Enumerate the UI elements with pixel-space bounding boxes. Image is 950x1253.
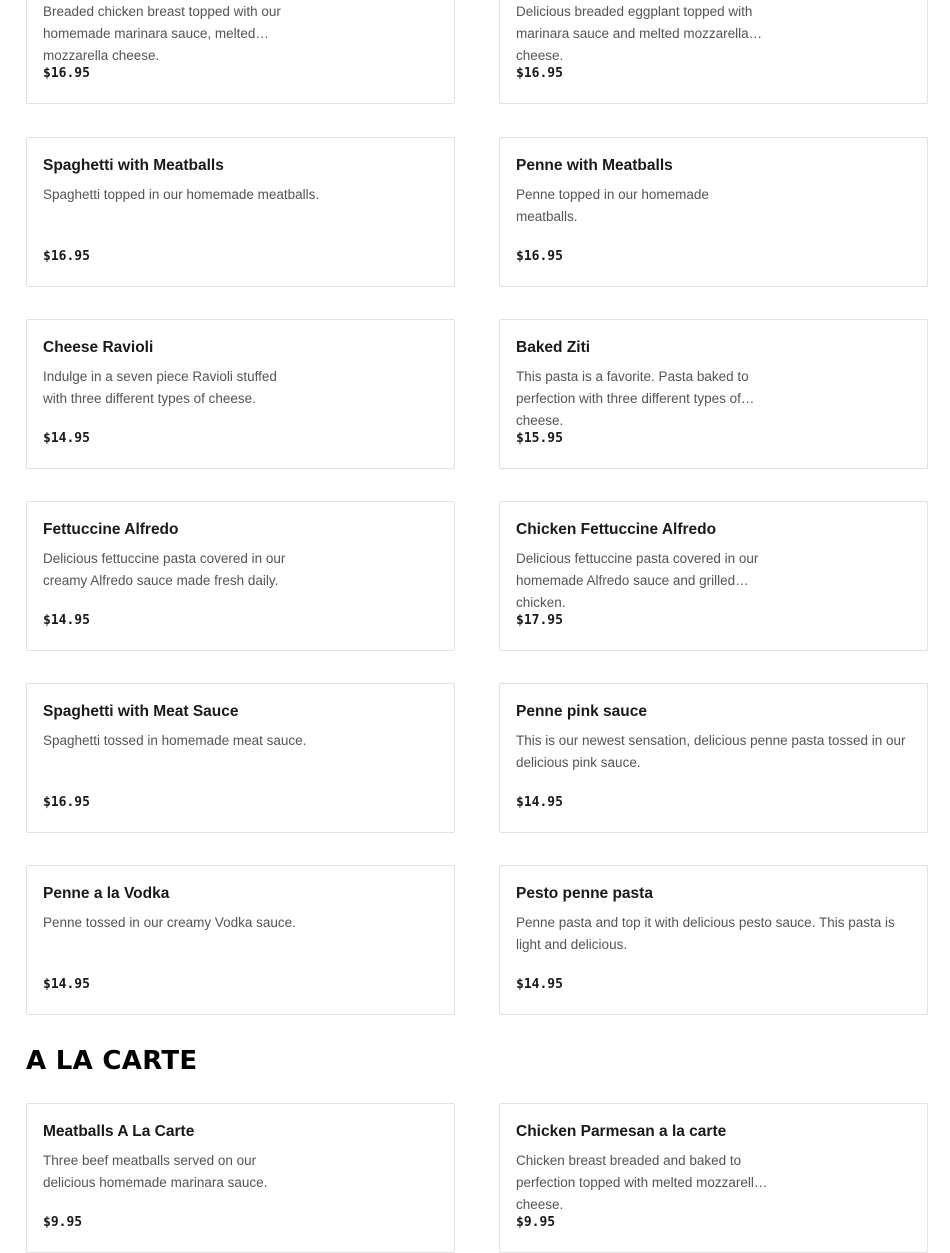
- item-description: Spaghetti topped in our homemade meatballs.: [43, 187, 320, 202]
- item-description: Three beef meatballs served on our delicious homemade marinara sauce.: [43, 1153, 268, 1190]
- menu-item-card[interactable]: [26, 137, 455, 287]
- menu-item-card[interactable]: [499, 1103, 928, 1253]
- item-name: Pesto penne pasta: [516, 885, 653, 902]
- item-name: Penne with Meatballs: [516, 157, 673, 174]
- item-name: Fettuccine Alfredo: [43, 521, 179, 538]
- menu-item-card[interactable]: [499, 501, 928, 651]
- item-description: Delicious breaded eggplant topped with marinara sauce and melted mozzarella cheese.: [516, 4, 753, 63]
- section-title-a-la-carte: A LA CARTE: [26, 1046, 198, 1076]
- item-description: This is our newest sensation, delicious penne pasta tossed in our delicious pink sauce.: [516, 733, 906, 770]
- menu-item-card[interactable]: [26, 501, 455, 651]
- menu-item-card[interactable]: [499, 683, 928, 833]
- item-name: Meatballs A La Carte: [43, 1123, 195, 1140]
- item-price: $16.95: [516, 66, 563, 81]
- item-description: Delicious fettuccine pasta covered in our creamy Alfredo sauce made fresh daily.: [43, 551, 286, 588]
- item-price: $16.95: [516, 249, 563, 264]
- menu-item-card[interactable]: [499, 137, 928, 287]
- item-price: $14.95: [43, 977, 90, 992]
- item-name: Baked Ziti: [516, 339, 591, 356]
- item-name: Cheese Ravioli: [43, 339, 154, 356]
- item-price: $16.95: [43, 249, 90, 264]
- item-price: $14.95: [516, 977, 563, 992]
- item-price: $14.95: [43, 431, 90, 446]
- menu-item-card[interactable]: [26, 683, 455, 833]
- item-price: $14.95: [516, 795, 563, 810]
- item-price: $15.95: [516, 431, 563, 446]
- item-description: Chicken breast breaded and baked to perfection topped with melted mozzarella cheese.: [516, 1153, 762, 1212]
- item-description: Penne tossed in our creamy Vodka sauce.: [43, 915, 296, 930]
- item-name: Chicken Parmesan a la carte: [516, 1123, 727, 1140]
- item-price: $14.95: [43, 613, 90, 628]
- item-description: This pasta is a favorite. Pasta baked to perfection with three different types of cheese.: [516, 369, 749, 428]
- item-price: $9.95: [516, 1215, 556, 1230]
- item-name: Spaghetti with Meatballs: [43, 157, 224, 174]
- item-description: Indulge in a seven piece Ravioli stuffed with three different types of cheese.: [43, 369, 277, 406]
- menu-item-card[interactable]: [26, 0, 455, 104]
- item-price: $17.95: [516, 613, 563, 628]
- item-name: Spaghetti with Meat Sauce: [43, 703, 239, 720]
- item-name: Penne pink sauce: [516, 703, 647, 720]
- item-name: Chicken Fettuccine Alfredo: [516, 521, 717, 538]
- item-name: Penne a la Vodka: [43, 885, 170, 902]
- item-description: Penne topped in our homemade meatballs.: [516, 187, 709, 224]
- menu-item-card[interactable]: [26, 319, 455, 469]
- item-price: $16.95: [43, 795, 90, 810]
- menu-item-card[interactable]: [26, 865, 455, 1015]
- menu-item-card[interactable]: [499, 319, 928, 469]
- item-description: Penne pasta and top it with delicious pesto sauce. This pasta is light and delicious.: [516, 915, 895, 952]
- menu-item-card[interactable]: [26, 1103, 455, 1253]
- item-price: $16.95: [43, 66, 90, 81]
- item-description: Spaghetti tossed in homemade meat sauce.: [43, 733, 307, 748]
- menu-item-card[interactable]: [499, 865, 928, 1015]
- item-price: $9.95: [43, 1215, 83, 1230]
- item-description: Breaded chicken breast topped with our homemade marinara sauce, melted mozzarella cheese.: [43, 4, 281, 63]
- item-description: Delicious fettuccine pasta covered in our homemade Alfredo sauce and grilled chicken.: [516, 551, 759, 610]
- menu-item-card[interactable]: [499, 0, 928, 104]
